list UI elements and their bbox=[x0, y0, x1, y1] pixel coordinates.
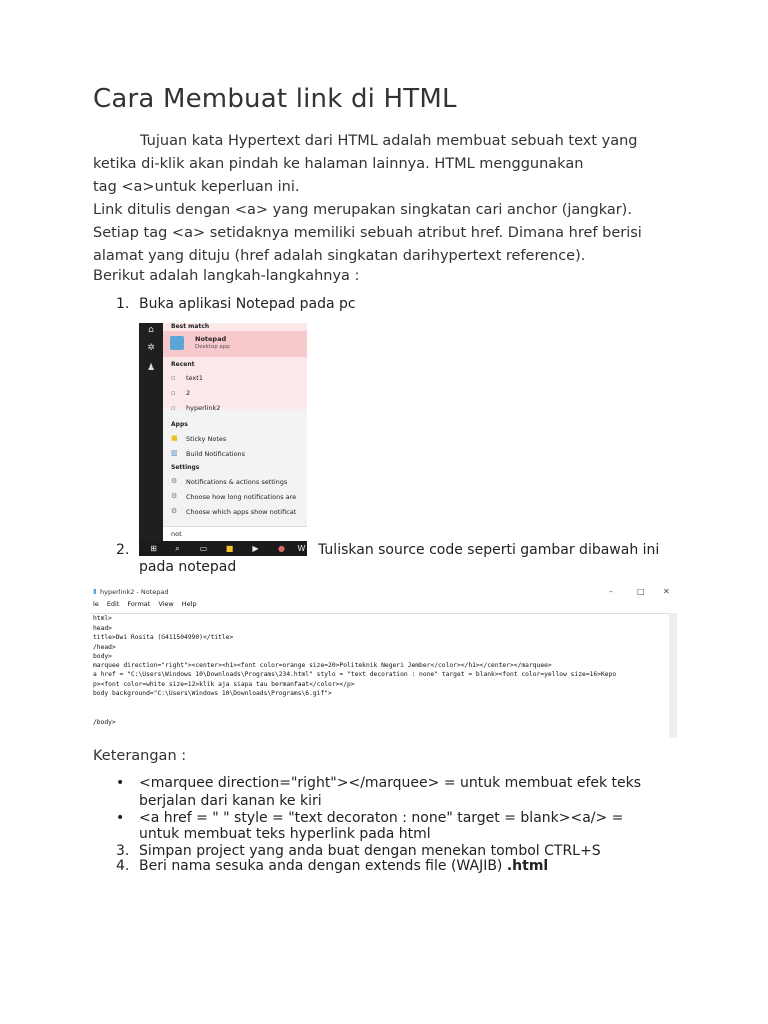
code-line: marquee direction="right"><center><h1><font color=orange size=20>Politeknik Negeri Jember</color></h1></center></marquee> bbox=[93, 662, 552, 669]
sticky-notes-icon: ■ bbox=[171, 434, 178, 442]
notepad-app-icon bbox=[170, 336, 184, 350]
code-line: body background="C:\Users\Windows 10\Downloads\Programs\6.gif"> bbox=[93, 690, 332, 697]
settings-item[interactable]: Choose how long notifications are bbox=[186, 493, 297, 501]
search-icon[interactable]: ⌕ bbox=[175, 544, 180, 553]
step-1-number: 1. bbox=[116, 296, 130, 312]
file-icon: ▫ bbox=[171, 374, 176, 382]
settings-icon: ⚙ bbox=[171, 507, 178, 515]
folder-icon[interactable]: ■ bbox=[225, 544, 234, 553]
notepad-titlebar bbox=[91, 586, 677, 599]
keterangan-heading: Keterangan : bbox=[93, 748, 187, 764]
code-line: title>Dwi Rosita (G411504990)</title> bbox=[93, 634, 234, 641]
note-2-line-2: untuk membuat teks hyperlink pada html bbox=[139, 826, 431, 842]
close-icon[interactable]: ✕ bbox=[663, 587, 670, 596]
best-match-notepad[interactable] bbox=[163, 331, 307, 357]
note-4-extension: .html bbox=[506, 858, 549, 874]
settings-item[interactable]: Choose which apps show notificat bbox=[186, 508, 297, 516]
settings-icon: ⚙ bbox=[171, 477, 178, 485]
note-4-text bbox=[139, 858, 548, 874]
note-4-number: 4. bbox=[116, 858, 130, 874]
vertical-scrollbar[interactable] bbox=[669, 613, 677, 738]
search-input-text: not bbox=[171, 530, 182, 538]
settings-heading: Settings bbox=[171, 464, 200, 471]
step-2-text-cont: pada notepad bbox=[139, 559, 237, 575]
chart-icon: ▥ bbox=[171, 449, 178, 457]
paragraph-line-6: alamat yang dituju (href adalah singkatan darihypertext reference). bbox=[93, 248, 586, 264]
step-1-text: Buka aplikasi Notepad pada pc bbox=[139, 296, 356, 312]
file-icon: ▫ bbox=[171, 404, 176, 412]
code-line: /head> bbox=[93, 644, 116, 651]
start-results-panel bbox=[163, 323, 307, 541]
start-rail bbox=[139, 323, 163, 556]
recent-item[interactable]: hyperlink2 bbox=[186, 404, 221, 412]
note-1-line-2: berjalan dari kanan ke kiri bbox=[139, 793, 322, 809]
app-item[interactable]: Sticky Notes bbox=[186, 435, 227, 443]
file-icon: ▫ bbox=[171, 389, 176, 397]
notepad-screenshot bbox=[91, 586, 677, 738]
code-line: a href = "C:\Users\Windows 10\Downloads\Programs\234.html" stylo = "text decoration : none" target = blank><font color=yellow size=16>Kepo bbox=[93, 671, 617, 678]
note-3-number: 3. bbox=[116, 843, 130, 859]
notepad-sublabel: Desktop app bbox=[195, 344, 230, 350]
bullet-marker: • bbox=[116, 775, 125, 791]
code-line: head> bbox=[93, 625, 112, 632]
settings-icon: ⚙ bbox=[171, 492, 178, 500]
start-search-box[interactable] bbox=[163, 526, 307, 542]
paragraph-line-5: Setiap tag <a> setidaknya memiliki sebuah atribut href. Dimana href berisi bbox=[93, 225, 642, 241]
app-item[interactable]: Build Notifications bbox=[186, 450, 246, 458]
settings-item[interactable]: Notifications & actions settings bbox=[186, 478, 288, 486]
notepad-app-icon: ▮ bbox=[93, 587, 97, 595]
notepad-editor[interactable] bbox=[91, 613, 669, 738]
windows-icon[interactable]: ⊞ bbox=[150, 544, 157, 553]
code-line: html> bbox=[93, 615, 112, 622]
paragraph-line-4: Link ditulis dengan <a> yang merupakan singkatan cari anchor (jangkar). bbox=[93, 202, 632, 218]
media-icon[interactable]: ▶ bbox=[252, 544, 259, 553]
step-2-number: 2. bbox=[116, 542, 130, 558]
notepad-menubar bbox=[91, 600, 677, 610]
note-4-text-main: Beri nama sesuka anda dengan extends file (WAJIB) bbox=[139, 858, 507, 874]
recent-item[interactable]: text1 bbox=[186, 374, 203, 382]
menu-format[interactable]: Format bbox=[127, 600, 151, 608]
taskbar bbox=[139, 541, 307, 556]
minimize-icon[interactable]: – bbox=[609, 587, 613, 596]
paragraph-line-7: Berikut adalah langkah-langkahnya : bbox=[93, 268, 360, 284]
apps-heading: Apps bbox=[171, 421, 188, 428]
browser-icon[interactable]: ● bbox=[278, 544, 285, 553]
paragraph-line-1: Tujuan kata Hypertext dari HTML adalah membuat sebuah text yang bbox=[140, 133, 638, 149]
maximize-icon[interactable]: □ bbox=[637, 587, 645, 596]
word-icon[interactable]: W bbox=[297, 544, 306, 553]
code-line: body> bbox=[93, 653, 112, 660]
start-menu-screenshot bbox=[139, 323, 307, 556]
notepad-label: Notepad bbox=[195, 335, 227, 343]
gear-icon: ✲ bbox=[147, 343, 155, 353]
recent-item[interactable]: 2 bbox=[186, 389, 191, 397]
recent-heading: Recent bbox=[171, 361, 195, 368]
note-1-line-1: <marquee direction="right"></marquee> = untuk membuat efek teks bbox=[139, 775, 642, 791]
note-3-text: Simpan project yang anda buat dengan menekan tombol CTRL+S bbox=[139, 843, 601, 859]
notepad-window-title: hyperlink2 - Notepad bbox=[100, 588, 169, 596]
menu-edit[interactable]: Edit bbox=[106, 600, 120, 608]
best-match-heading: Best match bbox=[171, 323, 210, 330]
task-view-icon[interactable]: ▭ bbox=[199, 544, 208, 553]
menu-file[interactable]: le bbox=[93, 600, 99, 608]
bullet-marker: • bbox=[116, 810, 125, 826]
step-2-text: Tuliskan source code seperti gambar dibawah ini bbox=[318, 542, 660, 558]
paragraph-line-3: tag <a>untuk keperluan ini. bbox=[93, 179, 300, 195]
code-line: /body> bbox=[93, 719, 116, 726]
code-line: p><font color=white size=12>klik aja siapa tau bermanfaat</color></p> bbox=[93, 681, 355, 688]
page-title: Cara Membuat link di HTML bbox=[93, 84, 457, 114]
person-icon: ♟ bbox=[146, 363, 156, 373]
paragraph-line-2: ketika di-klik akan pindah ke halaman lainnya. HTML menggunakan bbox=[93, 156, 584, 172]
note-2-line-1: <a href = " " style = "text decoraton : none" target = blank><a/> = bbox=[139, 810, 624, 826]
home-icon: ⌂ bbox=[148, 325, 154, 335]
menu-help[interactable]: Help bbox=[181, 600, 197, 608]
menu-view[interactable]: View bbox=[158, 600, 174, 608]
